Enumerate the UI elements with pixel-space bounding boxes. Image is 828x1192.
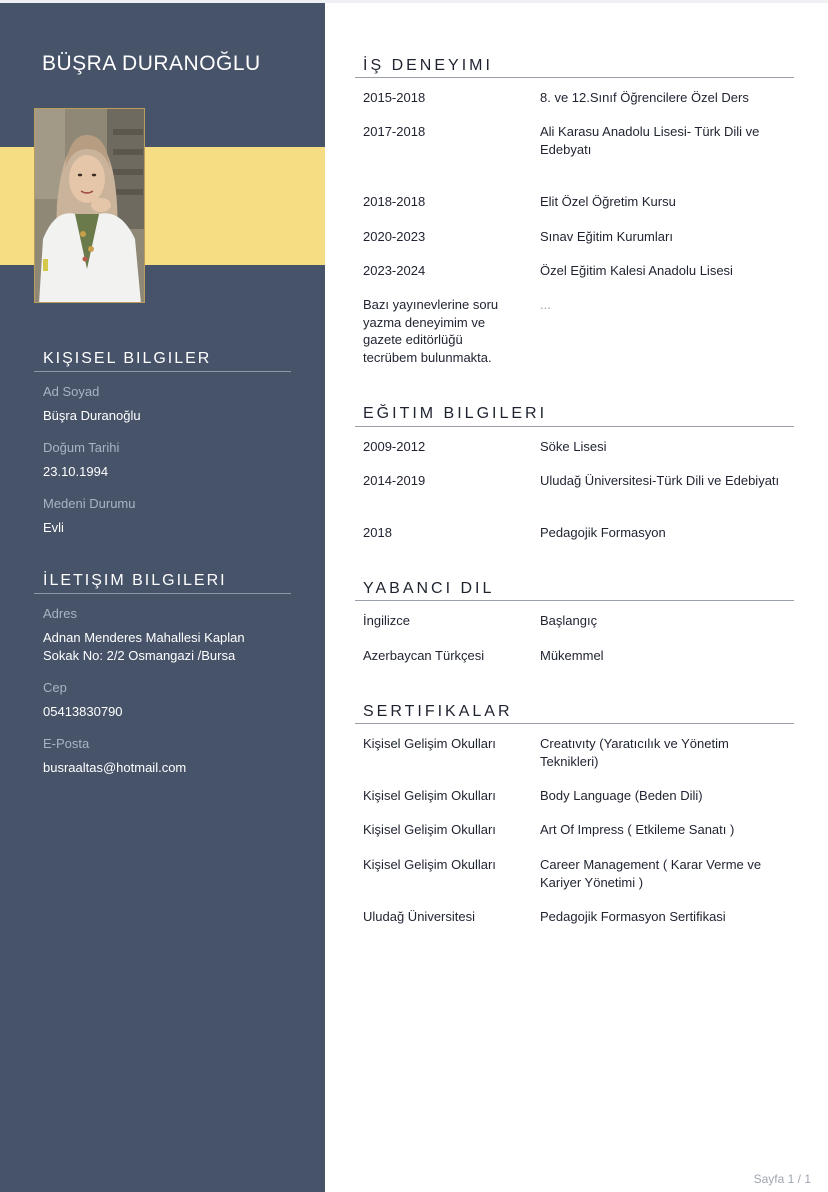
marital-status-value: Evli [43,520,64,535]
address-label: Adres [43,606,77,621]
experience-period: 2020-2023 [363,229,426,244]
phone-label: Cep [43,680,67,695]
address-line-2: Sokak No: 2/2 Osmangazi /Bursa [43,648,236,663]
profile-name: BÜŞRA DURANOĞLU [42,52,261,75]
language-name: Azerbaycan Türkçesi [363,648,485,663]
certificate-issuer: Kişisel Gelişim Okulları [363,857,496,872]
certificate-issuer: Kişisel Gelişim Okulları [363,788,496,803]
full-name-value: Büşra Duranoğlu [43,408,141,423]
language-level: Mükemmel [540,648,604,663]
experience-detail: 8. ve 12.Sınıf Öğrencilere Özel Ders [540,90,749,105]
certificate-issuer: Uludağ Üniversitesi [363,909,475,924]
experience-period: 2023-2024 [363,263,426,278]
email-value: busraaltas@hotmail.com [43,760,187,775]
address-line-1: Adnan Menderes Mahallesi Kaplan [43,630,245,645]
education-detail: Pedagojik Formasyon [540,525,666,540]
experience-detail: Özel Eğitim Kalesi Anadolu Lisesi [540,263,733,278]
education-divider [355,426,794,427]
experience-detail: Elit Özel Öğretim Kursu [540,194,676,209]
personal-info-divider [34,371,291,372]
education-heading: EĞITIM BILGILERI [363,405,548,422]
experience-note: Bazı yayınevlerine soru yazma deneyimim ve gazete editörlüğü tecrübem bulunmakta. [363,297,499,365]
languages-divider [355,600,794,601]
experience-period: 2017-2018 [363,124,426,139]
languages-heading: YABANCI DIL [363,580,495,597]
education-period: 2014-2019 [363,473,426,488]
experience-period: 2018-2018 [363,194,426,209]
marital-status-label: Medeni Durumu [43,496,136,511]
experience-note-detail: ... [540,297,551,312]
personal-info-heading: KIŞISEL BILGILER [43,350,212,367]
certificate-title: Body Language (Beden Dili) [540,788,703,803]
certificate-issuer: Kişisel Gelişim Okulları [363,736,496,751]
experience-detail: Ali Karasu Anadolu Lisesi- Türk Dili ve Edebyatı [540,124,760,157]
language-name: İngilizce [363,613,410,628]
experience-divider [355,77,794,78]
experience-heading: İŞ DENEYIMI [363,57,493,74]
birth-date-label: Doğum Tarihi [43,440,120,455]
certificates-heading: SERTIFIKALAR [363,703,513,720]
language-level: Başlangıç [540,613,598,628]
certificate-issuer: Kişisel Gelişim Okulları [363,822,496,837]
page-number: Sayfa 1 / 1 [753,1172,811,1186]
experience-detail: Sınav Eğitim Kurumları [540,229,673,244]
certificate-title: Creatıvıty (Yaratıcılık ve Yönetim Teknikleri) [540,736,729,769]
contact-info-divider [34,593,291,594]
phone-value: 05413830790 [43,704,123,719]
birth-date-value: 23.10.1994 [43,464,109,479]
certificate-title: Art Of Impress ( Etkileme Sanatı ) [540,822,735,837]
education-period: 2009-2012 [363,439,426,454]
full-name-label: Ad Soyad [43,384,100,399]
education-detail: Uludağ Üniversitesi-Türk Dili ve Edebiyatı [540,473,780,488]
certificate-title: Pedagojik Formasyon Sertifikasi [540,909,726,924]
certificates-divider [355,723,794,724]
experience-period: 2015-2018 [363,90,426,105]
contact-info-heading: İLETIŞIM BILGILERI [43,572,227,589]
education-detail: Söke Lisesi [540,439,607,454]
certificate-title: Career Management ( Karar Verme ve Kariyer Yönetimi ) [540,857,762,890]
education-period: 2018 [363,525,392,540]
profile-photo [34,108,145,303]
email-label: E-Posta [43,736,90,751]
